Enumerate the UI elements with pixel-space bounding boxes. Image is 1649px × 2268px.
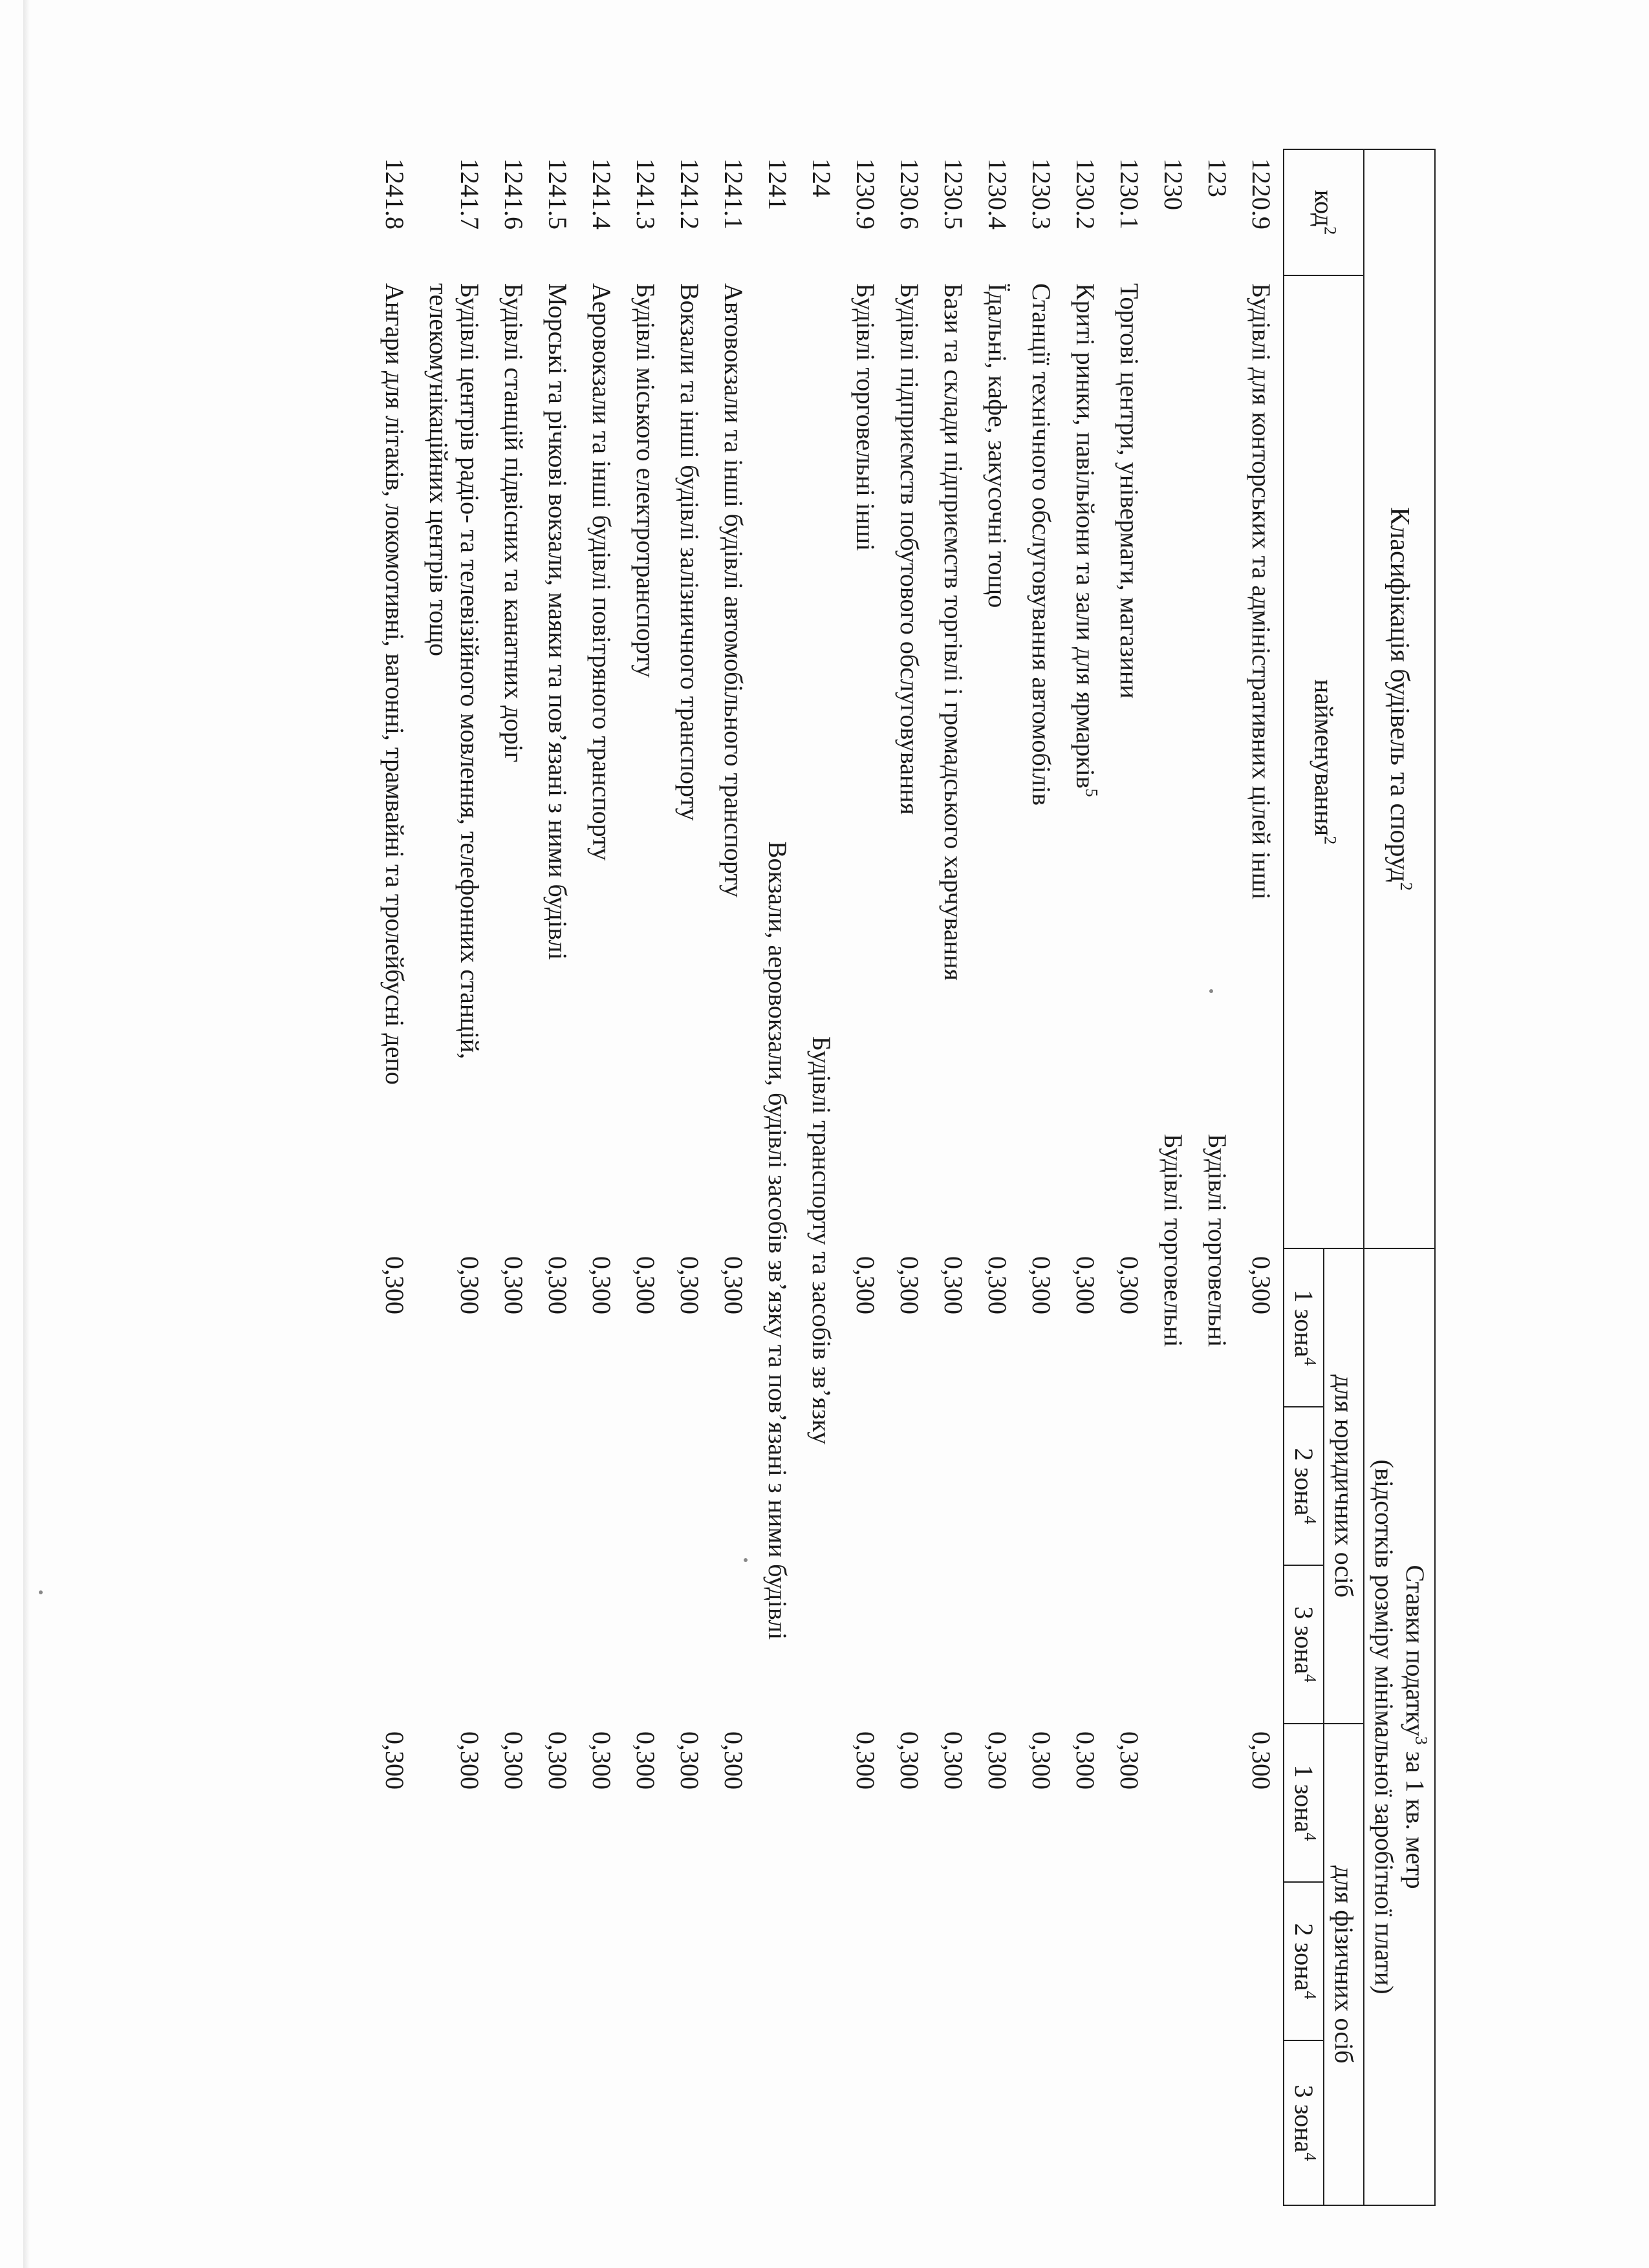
row-code-text: 1241.4 xyxy=(587,158,616,230)
individual-zone1-rate xyxy=(667,1724,711,1882)
legal-zone1-rate-text: 0,300 xyxy=(675,1256,704,1315)
legal-zone2-rate xyxy=(1019,1407,1063,1565)
individual-zone1-rate xyxy=(416,1724,491,1882)
section-row xyxy=(1195,149,1239,2205)
individual-zone3-rate xyxy=(579,2040,623,2205)
legal-zone2-rate xyxy=(887,1407,931,1565)
legal-zone3-rate xyxy=(931,1565,975,1724)
section-title-text: Будівлі торговельні xyxy=(1203,1133,1232,1347)
row-name xyxy=(416,275,491,1248)
rates-header xyxy=(1364,1248,1435,2205)
footnote-mark: 5 xyxy=(1082,788,1101,797)
row-code-text: 1230.5 xyxy=(939,158,968,230)
row-name xyxy=(887,275,931,1248)
legal-zone2-rate xyxy=(1239,1407,1284,1565)
legal-zone3-rate xyxy=(975,1565,1019,1724)
row-name-text: Будівлі для конторських та адміністративних цілей інші xyxy=(1247,283,1276,900)
row-name xyxy=(843,275,887,1248)
legal-zone1-rate-text: 0,300 xyxy=(1247,1256,1276,1315)
table-row xyxy=(1239,149,1284,2205)
row-code xyxy=(667,149,711,275)
row-code-text: 1230.3 xyxy=(1027,158,1056,230)
individual-zone1-rate xyxy=(491,1724,535,1882)
individual-zone1-rate-text: 0,300 xyxy=(1247,1731,1276,1790)
row-code xyxy=(623,149,667,275)
row-code-text: 1241.3 xyxy=(631,158,660,230)
legal-zone1-rate xyxy=(535,1248,579,1407)
individual-zone1-rate xyxy=(372,1724,416,1882)
legal-zone2-rate xyxy=(372,1407,416,1565)
legal-zone1-rate-text: 0,300 xyxy=(631,1256,660,1315)
individual-zone1-rate-text: 0,300 xyxy=(543,1731,572,1790)
table-row xyxy=(843,149,887,2205)
row-name-text: Будівлі міського електротранспорту xyxy=(631,283,660,678)
row-code-text: 1241.1 xyxy=(719,158,748,230)
scan-edge-shadow xyxy=(23,0,30,2268)
individual-zone3-rate xyxy=(416,2040,491,2205)
legal-zone1-rate-text: 0,300 xyxy=(983,1256,1012,1315)
individual-zone3-rate xyxy=(1063,2040,1107,2205)
individual-zone1-rate xyxy=(931,1724,975,1882)
individual-zone3-rate xyxy=(931,2040,975,2205)
legal-zone2-rate xyxy=(1107,1407,1151,1565)
row-code xyxy=(711,149,755,275)
section-title xyxy=(755,275,799,2205)
legal-zone2-rate xyxy=(1063,1407,1107,1565)
individual-zone1-rate-text: 0,300 xyxy=(499,1731,528,1790)
individual-zone1-rate-text: 0,300 xyxy=(1027,1731,1056,1790)
individual-zone2-rate xyxy=(491,1882,535,2040)
row-code xyxy=(416,149,491,275)
individual-zone1-rate-text: 0,300 xyxy=(631,1731,660,1790)
table-row xyxy=(372,149,416,2205)
table-row xyxy=(416,149,491,2205)
individual-zone1-rate xyxy=(711,1724,755,1882)
table-row xyxy=(579,149,623,2205)
legal-zone3-rate xyxy=(887,1565,931,1724)
row-code-text: 1230.9 xyxy=(851,158,880,230)
individual-zone3-rate xyxy=(1019,2040,1063,2205)
legal-zone2-header: 2 зона$^4$ xyxy=(1284,1407,1324,1565)
legal-zone3-rate xyxy=(416,1565,491,1724)
legal-zone1-rate-text: 0,300 xyxy=(1071,1256,1100,1315)
row-code xyxy=(1239,149,1284,275)
legal-zone1-rate xyxy=(1063,1248,1107,1407)
legal-zone1-rate-text: 0,300 xyxy=(719,1256,748,1315)
individual-zone1-rate-text: 0,300 xyxy=(455,1731,484,1790)
row-code xyxy=(1107,149,1151,275)
row-code xyxy=(1195,149,1239,275)
section-title-text: Вокзали, аеровокзали, будівлі засобів зв’язку та пов’язані з ними будівлі xyxy=(763,840,792,1640)
row-name-text: Автовокзали та інші будівлі автомобільного транспорту xyxy=(719,283,748,898)
legal-zone3-rate xyxy=(711,1565,755,1724)
legal-zone2-rate xyxy=(843,1407,887,1565)
section-title xyxy=(799,275,843,2205)
rates-title: Ставки податку$^3$ за 1 кв. метр xyxy=(1401,1565,1431,1889)
individual-zone3-rate xyxy=(887,2040,931,2205)
rotated-document xyxy=(149,149,1436,2205)
row-name-text: Ангари для літаків, локомотивні, вагонні, трамвайні та тролейбусні депо xyxy=(380,283,409,1085)
legal-zone1-rate xyxy=(579,1248,623,1407)
table-row xyxy=(975,149,1019,2205)
row-code-text: 1230.4 xyxy=(983,158,1012,230)
row-code-text: 1230.1 xyxy=(1115,158,1144,230)
legal-zone1-rate-text: 0,300 xyxy=(380,1256,409,1315)
legal-zone3-rate xyxy=(1107,1565,1151,1724)
table-row xyxy=(887,149,931,2205)
row-code-text: 1241.7 xyxy=(455,158,484,230)
table-row xyxy=(623,149,667,2205)
section-title-text: Будівлі транспорту та засобів зв’язку xyxy=(807,1036,836,1445)
individual-zone1-rate-text: 0,300 xyxy=(1071,1731,1100,1790)
individual-zone3-rate xyxy=(491,2040,535,2205)
legal-zone1-rate xyxy=(843,1248,887,1407)
individual-zone2-rate xyxy=(843,1882,887,2040)
legal-zone1-rate xyxy=(623,1248,667,1407)
row-code-text: 1230 xyxy=(1159,158,1188,210)
row-name-text: Бази та склади підприємств торгівлі і громадського харчування xyxy=(939,283,968,981)
section-row xyxy=(1151,149,1195,2205)
individual-zone3-rate xyxy=(1107,2040,1151,2205)
legal-zone2-rate xyxy=(975,1407,1019,1565)
legal-zone2-rate xyxy=(416,1407,491,1565)
row-code-text: 123 xyxy=(1203,158,1232,197)
row-code-text: 1241.2 xyxy=(675,158,704,230)
legal-zone1-rate xyxy=(1239,1248,1284,1407)
table-row xyxy=(1063,149,1107,2205)
individual-zone1-rate-text: 0,300 xyxy=(1115,1731,1144,1790)
row-code xyxy=(799,149,843,275)
legal-zone1-rate-text: 0,300 xyxy=(895,1256,924,1315)
legal-zone3-rate xyxy=(1019,1565,1063,1724)
row-name-text: Станції технічного обслуговування автомобілів xyxy=(1027,283,1056,806)
section-row xyxy=(755,149,799,2205)
row-name-text: Будівлі центрів радіо- та телевізійного мовлення, телефонних станцій, телекомунікаційних центрів тощо xyxy=(424,283,484,1060)
legal-zone1-rate xyxy=(887,1248,931,1407)
legal-zone2-rate xyxy=(579,1407,623,1565)
legal-zone1-header: 1 зона$^4$ xyxy=(1284,1248,1324,1407)
row-name xyxy=(1107,275,1151,1248)
individual-zone2-rate xyxy=(623,1882,667,2040)
section-title xyxy=(1151,275,1195,2205)
table-row xyxy=(667,149,711,2205)
individual-zone1-rate xyxy=(843,1724,887,1882)
individual-zone2-rate xyxy=(931,1882,975,2040)
individual-zone1-rate xyxy=(1107,1724,1151,1882)
row-name xyxy=(667,275,711,1248)
legal-zone1-rate xyxy=(1107,1248,1151,1407)
individual-zone2-rate xyxy=(579,1882,623,2040)
individual-zone3-rate xyxy=(623,2040,667,2205)
individual-zone1-rate xyxy=(535,1724,579,1882)
row-name-text: Будівлі підприємств побутового обслуговування xyxy=(895,283,924,815)
legal-zone2-rate xyxy=(931,1407,975,1565)
legal-zone2-rate xyxy=(623,1407,667,1565)
legal-zone2-rate xyxy=(667,1407,711,1565)
legal-zone3-rate xyxy=(579,1565,623,1724)
legal-zone3-header: 3 зона$^4$ xyxy=(1284,1565,1324,1724)
legal-zone1-rate xyxy=(931,1248,975,1407)
table-row xyxy=(711,149,755,2205)
legal-zone1-rate-text: 0,300 xyxy=(1027,1256,1056,1315)
rates-subtitle: (відсотків розміру мінімальної заробітної плати) xyxy=(1370,1459,1399,1995)
individual-zone3-header: 3 зона$^4$ xyxy=(1284,2040,1324,2205)
individual-zone1-rate xyxy=(1239,1724,1284,1882)
row-code-text: 1230.6 xyxy=(895,158,924,230)
row-name-text: Їдальні, кафе, закусочні тощо xyxy=(983,283,1012,608)
scan-speck xyxy=(39,1590,43,1594)
legal-zone1-rate xyxy=(667,1248,711,1407)
legal-zone1-rate-text: 0,300 xyxy=(851,1256,880,1315)
individual-zone1-rate-text: 0,300 xyxy=(719,1731,748,1790)
legal-zone3-rate xyxy=(1063,1565,1107,1724)
table-body xyxy=(372,149,1284,2205)
legal-zone1-rate-text: 0,300 xyxy=(543,1256,572,1315)
row-code xyxy=(975,149,1019,275)
row-name xyxy=(623,275,667,1248)
individuals-header: для фізичних осіб xyxy=(1324,1724,1364,2205)
legal-zone3-rate xyxy=(372,1565,416,1724)
row-name xyxy=(491,275,535,1248)
individual-zone2-header: 2 зона$^4$ xyxy=(1284,1882,1324,2040)
row-name-text: Криті ринки, павільйони та зали для ярмарків xyxy=(1071,283,1100,789)
row-code xyxy=(1019,149,1063,275)
individual-zone2-rate xyxy=(416,1882,491,2040)
legal-zone3-rate xyxy=(623,1565,667,1724)
legal-zone1-rate-text: 0,300 xyxy=(1115,1256,1144,1315)
row-name xyxy=(711,275,755,1248)
table-row xyxy=(931,149,975,2205)
individual-zone1-rate xyxy=(1063,1724,1107,1882)
row-code-text: 1220.9 xyxy=(1247,158,1276,230)
table-header xyxy=(1284,149,1435,2205)
individual-zone3-rate xyxy=(711,2040,755,2205)
legal-zone2-rate xyxy=(711,1407,755,1565)
row-name xyxy=(1239,275,1284,1248)
row-name-text: Будівлі торговельні інші xyxy=(851,283,880,551)
legal-entities-header: для юридичних осіб xyxy=(1324,1248,1364,1724)
individual-zone1-rate-text: 0,300 xyxy=(380,1731,409,1790)
row-code xyxy=(372,149,416,275)
legal-zone1-rate xyxy=(491,1248,535,1407)
section-row xyxy=(799,149,843,2205)
individual-zone2-rate xyxy=(711,1882,755,2040)
individual-zone1-rate-text: 0,300 xyxy=(895,1731,924,1790)
row-code xyxy=(843,149,887,275)
individual-zone1-rate-text: 0,300 xyxy=(587,1731,616,1790)
individual-zone1-rate xyxy=(623,1724,667,1882)
row-code-text: 1241.8 xyxy=(380,158,409,230)
row-code-text: 1241.6 xyxy=(499,158,528,230)
row-code xyxy=(1151,149,1195,275)
individual-zone1-rate-text: 0,300 xyxy=(939,1731,968,1790)
legal-zone1-rate xyxy=(711,1248,755,1407)
individual-zone2-rate xyxy=(372,1882,416,2040)
legal-zone1-rate-text: 0,300 xyxy=(499,1256,528,1315)
legal-zone3-rate xyxy=(843,1565,887,1724)
row-code-text: 1241 xyxy=(763,158,792,210)
code-header: код$^2$ xyxy=(1284,149,1364,275)
row-name-text: Морські та річкові вокзали, маяки та пов’язані з ними будівлі xyxy=(543,283,572,960)
individual-zone2-rate xyxy=(1239,1882,1284,2040)
row-name xyxy=(931,275,975,1248)
row-name-text: Вокзали та інші будівлі залізничного транспорту xyxy=(675,283,704,821)
table-row xyxy=(1107,149,1151,2205)
legal-zone1-rate-text: 0,300 xyxy=(939,1256,968,1315)
legal-zone3-rate xyxy=(667,1565,711,1724)
individual-zone2-rate xyxy=(1019,1882,1063,2040)
legal-zone3-rate xyxy=(491,1565,535,1724)
legal-zone2-rate xyxy=(491,1407,535,1565)
row-code xyxy=(931,149,975,275)
legal-zone3-rate xyxy=(535,1565,579,1724)
individual-zone3-rate xyxy=(535,2040,579,2205)
table-row xyxy=(491,149,535,2205)
legal-zone2-rate xyxy=(535,1407,579,1565)
row-name xyxy=(372,275,416,1248)
legal-zone1-rate xyxy=(372,1248,416,1407)
row-name xyxy=(535,275,579,1248)
individual-zone3-rate xyxy=(667,2040,711,2205)
individual-zone3-rate xyxy=(372,2040,416,2205)
row-code-text: 1241.5 xyxy=(543,158,572,230)
individual-zone1-rate-text: 0,300 xyxy=(675,1731,704,1790)
classification-header: Класифікація будівель та споруд$^2$ xyxy=(1364,149,1435,1248)
row-code-text: 1230.2 xyxy=(1071,158,1100,230)
individual-zone3-rate xyxy=(843,2040,887,2205)
row-name xyxy=(1019,275,1063,1248)
row-name-text: Будівлі станцій підвісних та канатних доріг xyxy=(499,283,528,763)
section-title-text: Будівлі торговельні xyxy=(1159,1133,1188,1347)
legal-zone1-rate xyxy=(1019,1248,1063,1407)
row-name xyxy=(975,275,1019,1248)
legal-zone1-rate xyxy=(975,1248,1019,1407)
row-code xyxy=(887,149,931,275)
legal-zone3-rate xyxy=(1239,1565,1284,1724)
individual-zone3-rate xyxy=(1239,2040,1284,2205)
individual-zone2-rate xyxy=(975,1882,1019,2040)
individual-zone1-rate-text: 0,300 xyxy=(983,1731,1012,1790)
row-code xyxy=(491,149,535,275)
name-header: найменування$^2$ xyxy=(1284,275,1364,1248)
row-code xyxy=(535,149,579,275)
individual-zone1-rate xyxy=(579,1724,623,1882)
row-name xyxy=(579,275,623,1248)
row-name xyxy=(1063,275,1107,1248)
row-code xyxy=(1063,149,1107,275)
row-code-text: 124 xyxy=(807,158,836,197)
individual-zone3-rate xyxy=(975,2040,1019,2205)
individual-zone2-rate xyxy=(667,1882,711,2040)
section-title xyxy=(1195,275,1239,2205)
individual-zone2-rate xyxy=(887,1882,931,2040)
row-code xyxy=(755,149,799,275)
table-row xyxy=(535,149,579,2205)
individual-zone1-rate-text: 0,300 xyxy=(851,1731,880,1790)
individual-zone1-rate xyxy=(887,1724,931,1882)
individual-zone1-rate xyxy=(1019,1724,1063,1882)
legal-zone1-rate-text: 0,300 xyxy=(587,1256,616,1315)
table-row xyxy=(1019,149,1063,2205)
legal-zone1-rate xyxy=(416,1248,491,1407)
row-name-text: Аеровокзали та інші будівлі повітряного транспорту xyxy=(587,283,616,861)
row-code xyxy=(579,149,623,275)
individual-zone2-rate xyxy=(1107,1882,1151,2040)
individual-zone1-header: 1 зона$^4$ xyxy=(1284,1724,1324,1882)
individual-zone2-rate xyxy=(535,1882,579,2040)
legal-zone1-rate-text: 0,300 xyxy=(455,1256,484,1315)
individual-zone1-rate xyxy=(975,1724,1019,1882)
tax-rate-table xyxy=(372,149,1436,2206)
individual-zone2-rate xyxy=(1063,1882,1107,2040)
row-name-text: Торгові центри, універмаги, магазини xyxy=(1115,283,1144,699)
